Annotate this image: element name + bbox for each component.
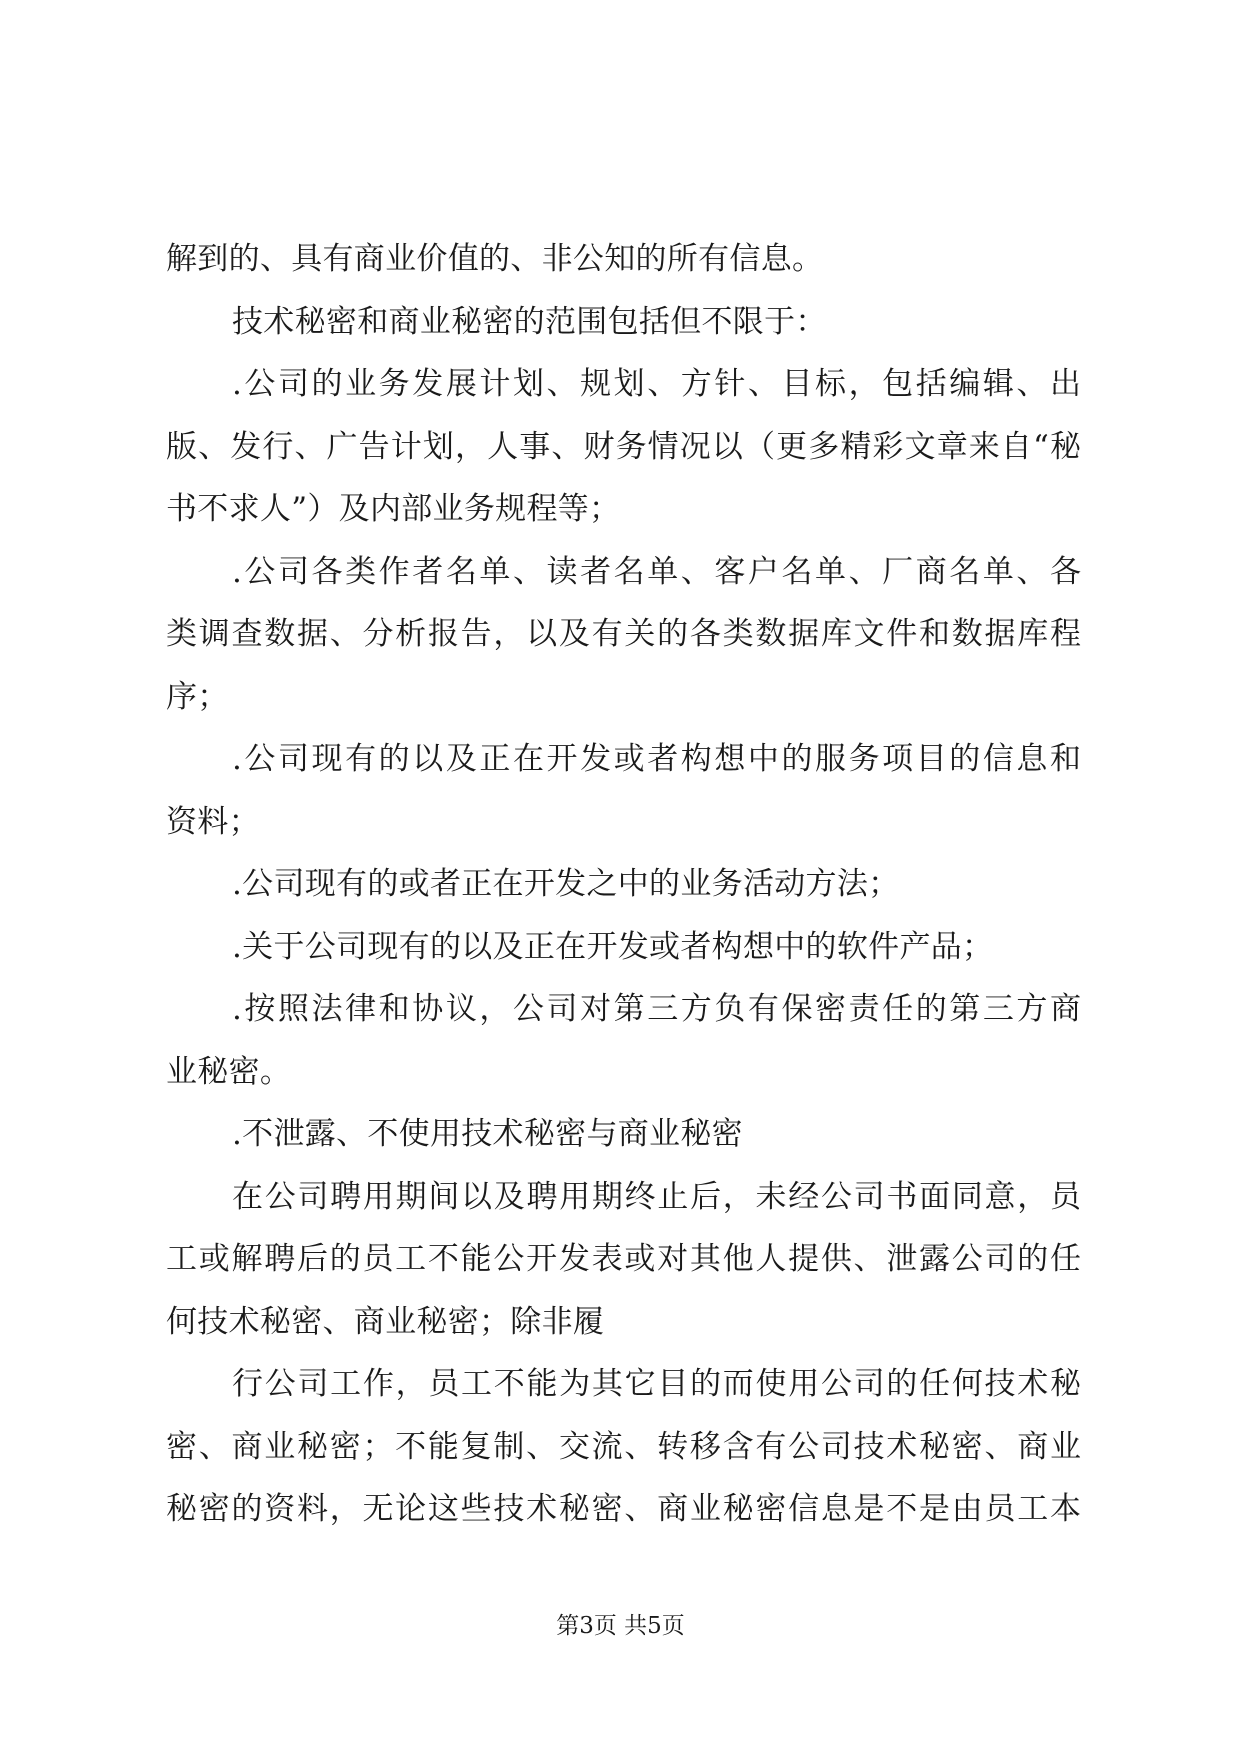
text-line: 技术秘密和商业秘密的范围包括但不限于： [232, 303, 827, 340]
text-line: 业秘密。 [166, 1053, 292, 1090]
text-line: .关于公司现有的以及正在开发或者构想中的软件产品； [232, 928, 994, 965]
text-line: .按照法律和协议，公司对第三方负有保密责任的第三方商 [232, 991, 1081, 1027]
text-line: .公司现有的以及正在开发或者构想中的服务项目的信息和 [232, 741, 1081, 777]
text-line: 工或解聘后的员工不能公开发表或对其他人提供、泄露公司的任 [166, 1241, 1081, 1277]
text-line: 书不求人”）及内部业务规程等； [166, 491, 621, 527]
page-footer: 第3页 共5页 [556, 1613, 685, 1639]
text-line: .不泄露、不使用技术秘密与商业秘密 [232, 1116, 743, 1152]
text-line: .公司的业务发展计划、规划、方针、目标，包括编辑、出 [232, 366, 1081, 402]
text-line: .公司各类作者名单、读者名单、客户名单、厂商名单、各 [232, 553, 1081, 590]
text-line: 在公司聘用期间以及聘用期终止后，未经公司书面同意，员 [232, 1178, 1081, 1215]
text-line: .公司现有的或者正在开发之中的业务活动方法； [232, 866, 900, 902]
text-line: 行公司工作，员工不能为其它目的而使用公司的任何技术秘 [232, 1366, 1081, 1402]
text-line: 何技术秘密、商业秘密；除非履 [166, 1303, 605, 1340]
text-line: 资料； [166, 803, 260, 840]
text-line: 序； [166, 678, 229, 715]
text-line: 密、商业秘密；不能复制、交流、转移含有公司技术秘密、商业 [166, 1428, 1081, 1465]
text-line: 秘密的资料，无论这些技术秘密、商业秘密信息是不是由员工本 [166, 1491, 1081, 1527]
text-line: 版、发行、广告计划，人事、财务情况以（更多精彩文章来自“秘 [166, 428, 1081, 465]
document-body [166, 228, 1081, 1541]
text-line: 类调查数据、分析报告，以及有关的各类数据库文件和数据库程 [166, 616, 1081, 652]
text-line: 解到的、具有商业价值的、非公知的所有信息。 [166, 241, 824, 277]
